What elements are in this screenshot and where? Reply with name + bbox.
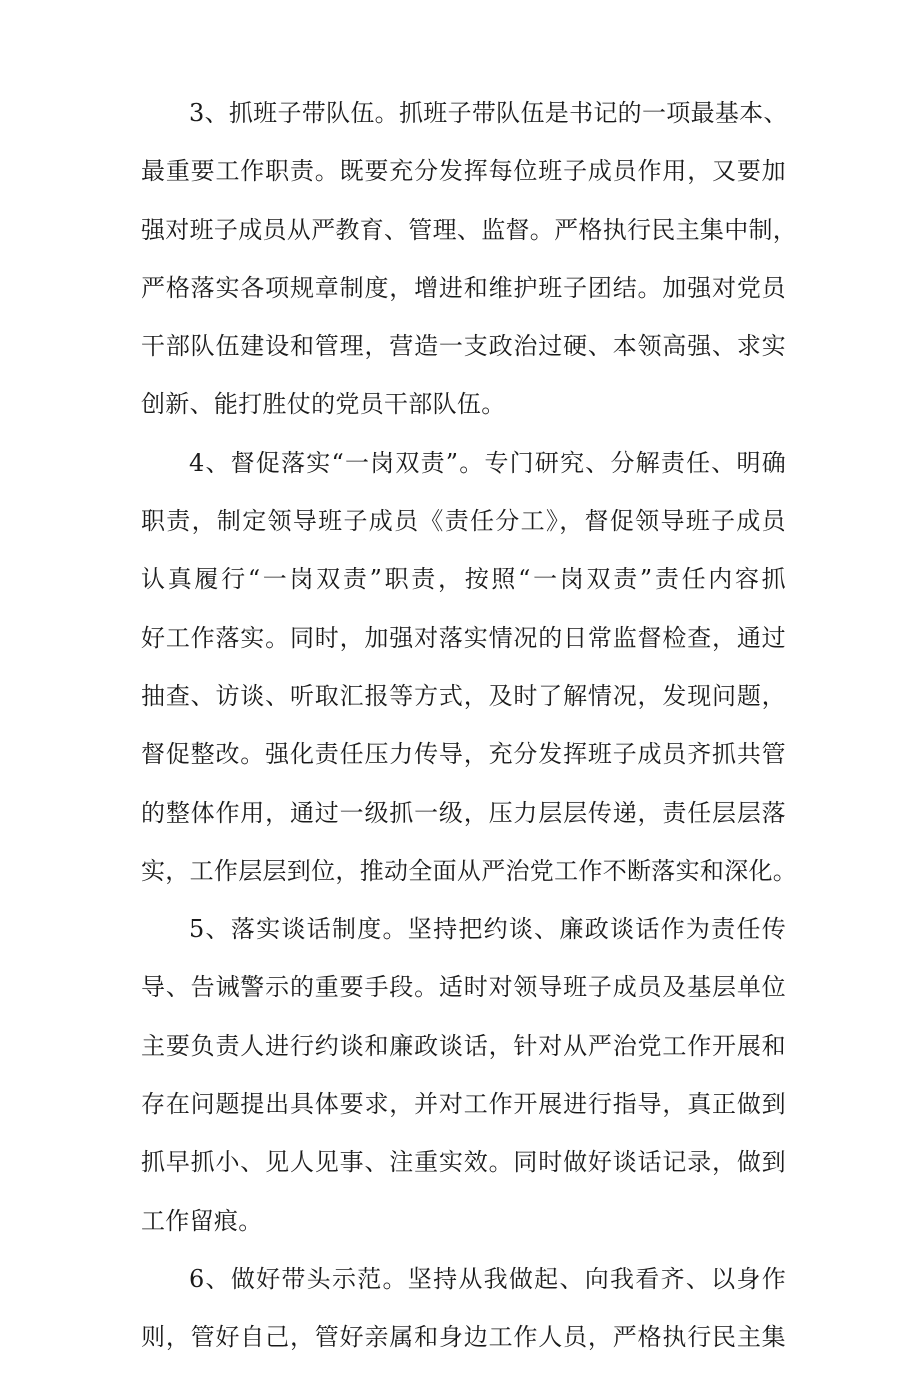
paragraph-5 <box>141 917 786 1267</box>
text-line: 5、落实谈话制度。坚持把约谈、廉政谈话作为责任传 <box>189 915 786 944</box>
document-body <box>141 99 798 1384</box>
text-line: 职责，制定领导班子成员《责任分工》，督促领导班子成员 <box>141 507 786 536</box>
paragraph-3 <box>141 99 798 451</box>
text-line: 导、告诫警示的重要手段。适时对领导班子成员及基层单位 <box>141 973 786 1002</box>
text-line: 实，工作层层到位，推动全面从严治党工作不断落实和深化。 <box>141 856 798 885</box>
text-line: 严格落实各项规章制度，增进和维护班子团结。加强对党员 <box>141 273 786 302</box>
text-line: 存在问题提出具体要求，并对工作开展进行指导，真正做到 <box>141 1090 786 1119</box>
text-line: 则，管好自己，管好亲属和身边工作人员，严格执行民主集 <box>141 1323 786 1352</box>
paragraph-6 <box>141 1264 786 1384</box>
text-line: 抽查、访谈、听取汇报等方式，及时了解情况，发现问题， <box>141 681 786 710</box>
text-line: 干部队伍建设和管理，营造一支政治过硬、本领高强、求实 <box>141 332 786 361</box>
text-line: 4、督促落实“一岗双责”。专门研究、分解责任、明确 <box>189 448 786 477</box>
text-line: 好工作落实。同时，加强对落实情况的日常监督检查，通过 <box>141 623 786 652</box>
text-line: 强对班子成员从严教育、管理、监督。严格执行民主集中制， <box>141 215 798 244</box>
text-line: 抓早抓小、见人见事、注重实效。同时做好谈话记录，做到 <box>141 1148 786 1177</box>
text-line: 主要负责人进行约谈和廉政谈话，针对从严治党工作开展和 <box>141 1031 786 1060</box>
text-line: 的整体作用，通过一级抓一级，压力层层传递，责任层层落 <box>141 798 786 827</box>
text-line: 最重要工作职责。既要充分发挥每位班子成员作用，又要加 <box>141 157 786 186</box>
text-line: 工作留痕。 <box>141 1206 263 1235</box>
text-line: 认真履行“一岗双责”职责，按照“一岗双责”责任内容抓 <box>141 565 786 594</box>
text-line: 6、做好带头示范。坚持从我做起、向我看齐、以身作 <box>189 1264 786 1293</box>
text-line: 3、抓班子带队伍。抓班子带队伍是书记的一项最基本、 <box>189 99 788 127</box>
text-line: 督促整改。强化责任压力传导，充分发挥班子成员齐抓共管 <box>141 740 786 769</box>
text-line: 创新、能打胜仗的党员干部队伍。 <box>141 390 506 419</box>
paragraph-4 <box>141 448 798 917</box>
